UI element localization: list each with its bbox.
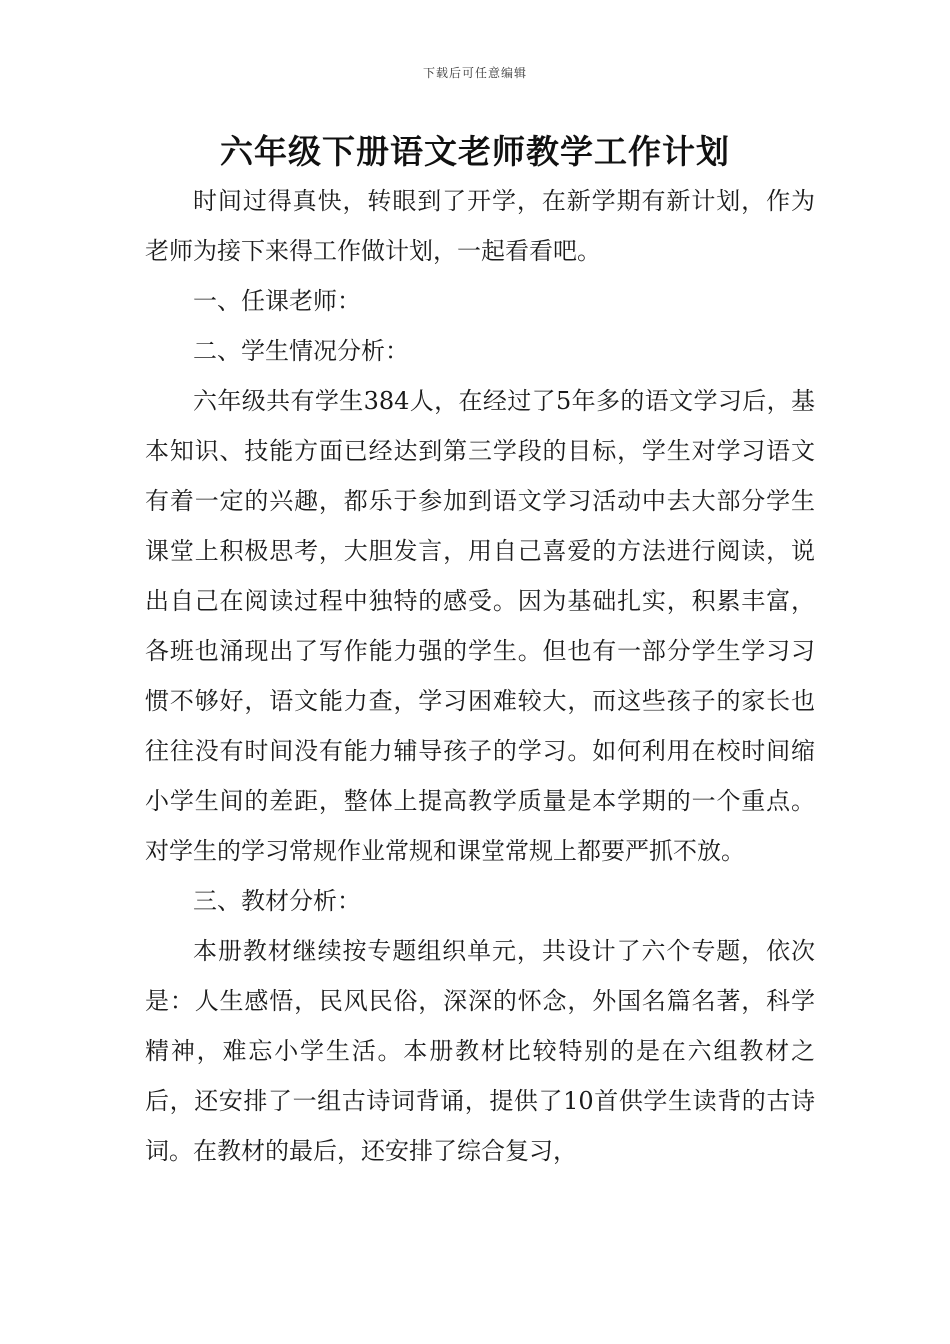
header-note: 下载后可任意编辑 [422,66,527,80]
document-title: 六年级下册语文老师教学工作计划 [220,132,730,171]
paragraph-textbook-analysis: 本册教材继续按专题组织单元，共设计了六个专题，依次是：人生感悟，民风民俗，深深的怀念，外国名篇名著，科学精神，难忘小学生活。本册教材比较特别的是在六组教材之后，还安排了一组古诗词背诵，提供了10首供学生读背的古诗词。在教材的最后，还安排了综合复习， [145,937,815,1165]
heading-teacher: 一、任课老师： [193,287,361,315]
heading-student-analysis: 二、学生情况分析： [193,337,409,365]
document-body [145,176,815,1176]
paragraph-student-analysis: 六年级共有学生384人，在经过了5年多的语文学习后，基本知识、技能方面已经达到第三学段的目标，学生对学习语文有着一定的兴趣，都乐于参加到语文学习活动中去大部分学生课堂上积极思考，大胆发言，用自己喜爱的方法进行阅读，说出自己在阅读过程中独特的感受。因为基础扎实，积累丰富，各班也涌现出了写作能力强的学生。但也有一部分学生学习习惯不够好，语文能力查，学习困难较大，而这些孩子的家长也往往没有时间没有能力辅导孩子的学习。如何利用在校时间缩小学生间的差距，整体上提高教学质量是本学期的一个重点。对学生的学习常规作业常规和课堂常规上都要严抓不放。 [145,387,815,865]
heading-textbook-analysis: 三、教材分析： [193,887,361,915]
paragraph-intro: 时间过得真快，转眼到了开学，在新学期有新计划，作为老师为接下来得工作做计划，一起看看吧。 [145,187,815,265]
